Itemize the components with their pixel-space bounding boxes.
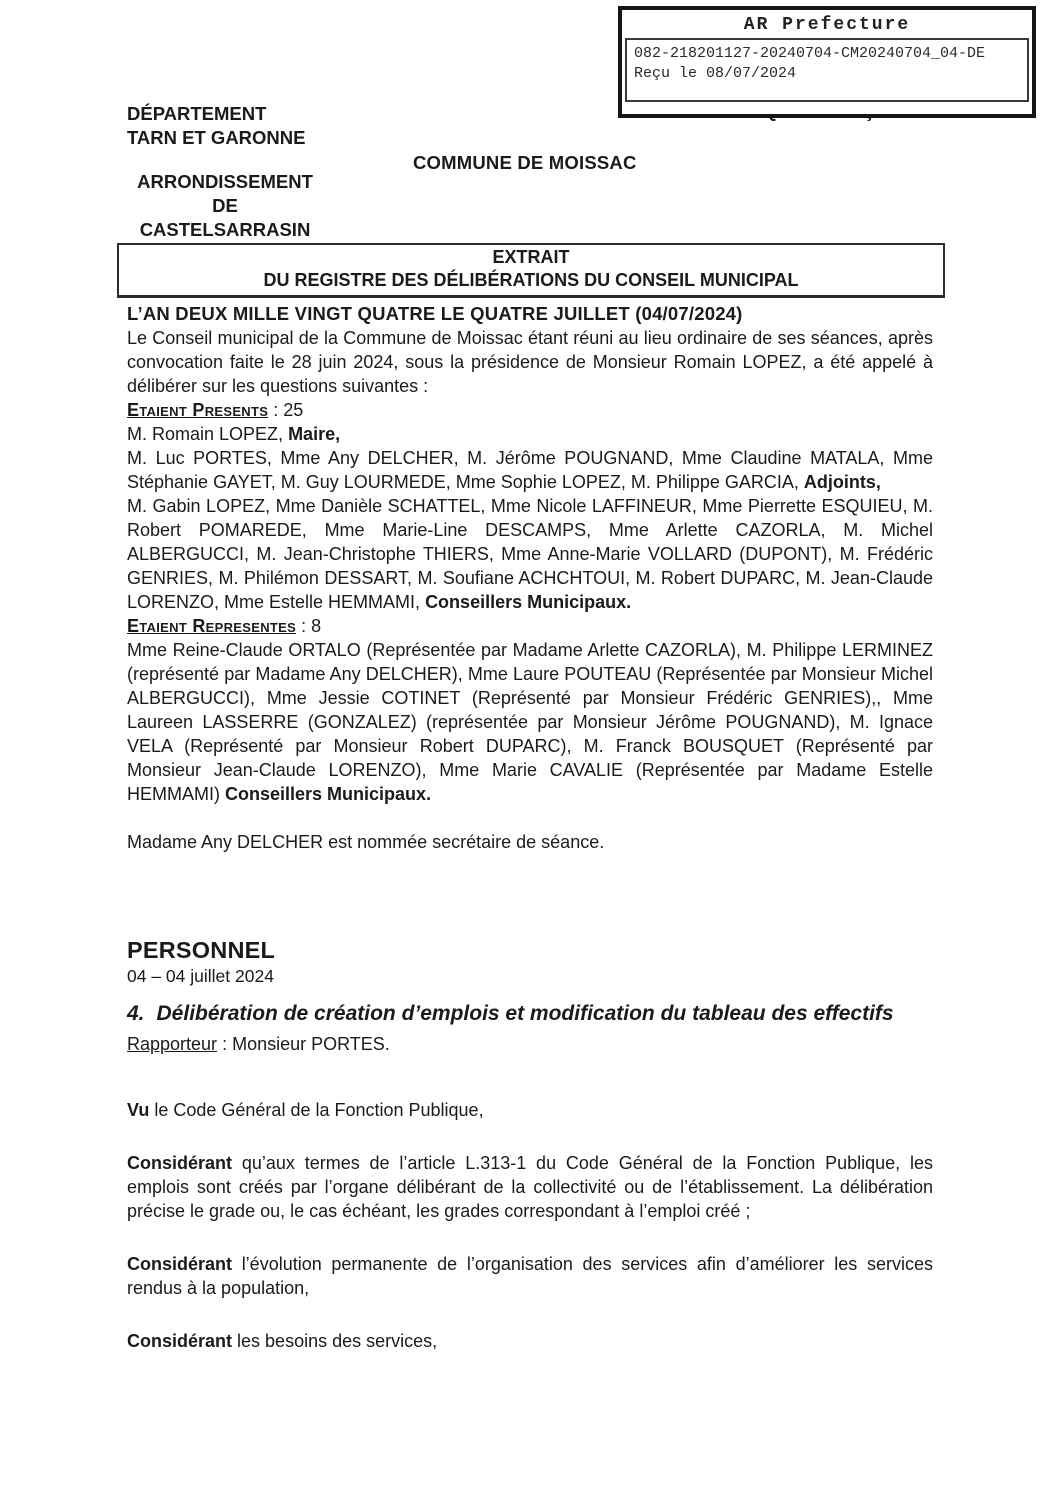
arrondissement-block [127,170,323,242]
considerant-paragraph-3 [127,1329,933,1353]
presents-count: : 25 [273,400,304,420]
commune-title: COMMUNE DE MOISSAC [413,152,637,173]
considerant-keyword: Considérant [127,1331,233,1351]
vu-text: le Code Général de la Fonction Publique, [154,1100,484,1120]
arrondissement-name: CASTELSARRASIN [139,219,311,240]
representes-role: Conseillers Municipaux. [225,784,432,804]
departement-name: TARN ET GARONNE [127,127,306,148]
representes-count: : 8 [301,616,322,636]
rapporteur-line [127,1032,933,1056]
section-date: 04 – 04 juillet 2024 [127,966,274,986]
considerant-paragraph-2 [127,1252,933,1300]
session-date-line: L’AN DEUX MILLE VINGT QUATRE LE QUATRE JUILLET (04/07/2024) [127,303,743,324]
presents-label: Etaient Presents [127,400,269,420]
conseillers-paragraph [127,494,933,614]
maire-role: Maire, [288,424,341,444]
adjoints-names: M. Luc PORTES, Mme Any DELCHER, M. Jérôme POUGNAND, Mme Claudine MATALA, Mme Stéphanie GAYET, M. Guy LOURMEDE, Mme Sophie LOPEZ, M. Philippe GARCIA, [127,448,933,492]
vu-paragraph [127,1098,933,1122]
representes-heading [127,614,933,638]
extrait-title-line1: EXTRAIT [492,247,570,267]
item-title: Délibération de création d’emplois et modification du tableau des effectifs [156,1002,894,1025]
ar-prefecture-stamp [618,6,1036,118]
representes-label: Etaient Representes [127,616,297,636]
considerant-text: qu’aux termes de l’article L.313-1 du Code Général de la Fonction Publique, les emplois sont créés par l’organe délibérant de la collectivité ou de l’établissement. La délibération précise le grade ou, le cas échéant, les grades correspondant à l’emploi créé ; [127,1153,933,1221]
stamp-received-date: Reçu le 08/07/2024 [634,65,797,82]
vu-keyword: Vu [127,1100,150,1120]
session-intro-paragraph: Le Conseil municipal de la Commune de Moissac étant réuni au lieu ordinaire de ses séances, après convocation faite le 28 juin 2024, sous la présidence de Monsieur Romain LOPEZ, a été appelé à délibérer sur les questions suivantes : [127,328,933,396]
secretaire-line: Madame Any DELCHER est nommée secrétaire de séance. [127,832,605,852]
deliberation-item-heading [127,999,933,1028]
extrait-title-box [117,243,945,298]
extrait-title-line2: DU REGISTRE DES DÉLIBÉRATIONS DU CONSEIL MUNICIPAL [263,270,799,290]
section-title: PERSONNEL [127,937,276,963]
departement-block [127,102,323,242]
adjoints-paragraph [127,446,933,494]
document-body [127,243,933,1353]
arrondissement-label: ARRONDISSEMENT [137,171,313,192]
conseillers-role: Conseillers Municipaux. [425,592,632,612]
adjoints-role: Adjoints, [803,472,881,492]
departement-label: DÉPARTEMENT [127,103,267,124]
stamp-inner-box [625,38,1029,102]
maire-name: M. Romain LOPEZ, [127,424,284,444]
considerant-paragraph-1 [127,1151,933,1223]
representes-names: Mme Reine-Claude ORTALO (Représentée par Madame Arlette CAZORLA), M. Philippe LERMINEZ (représenté par Madame Any DELCHER), Mme Laure POUTEAU (Représentée par Monsieur Michel ALBERGUCCI), Mme Jessie COTINET (Représenté par Monsieur Frédéric GENRIES),, Mme Laureen LASSERRE (GONZALEZ) (représentée par Monsieur Jérôme POUGNAND), M. Ignace VELA (Représenté par Monsieur Robert DUPARC), M. Franck BOUSQUET (Représenté par Monsieur Jean-Claude LORENZO), Mme Marie CAVALIE (Représentée par Madame Estelle HEMMAMI) [127,640,933,804]
considerant-text: les besoins des services, [237,1331,438,1351]
item-number: 4. [127,1002,145,1025]
considerant-text: l’évolution permanente de l’organisation des services afin d’améliorer les services rendus à la population, [127,1254,933,1298]
maire-line [127,422,933,446]
conseillers-names: M. Gabin LOPEZ, Mme Danièle SCHATTEL, Mme Nicole LAFFINEUR, Mme Pierrette ESQUIEU, M. Robert POMAREDE, Mme Marie-Line DESCAMPS, Mme Arlette CAZORLA, M. Michel ALBERGUCCI, M. Jean-Christophe THIERS, Mme Anne-Marie VOLLARD (DUPONT), M. Frédéric GENRIES, M. Philémon DESSART, M. Soufiane ACHCHTOUI, M. Robert DUPARC, M. Jean-Claude LORENZO, Mme Estelle HEMMAMI, [127,496,933,612]
stamp-reference-number: 082-218201127-20240704-CM20240704_04-DE [634,45,986,62]
considerant-keyword: Considérant [127,1254,233,1274]
representes-paragraph [127,638,933,806]
rapporteur-value: : Monsieur PORTES. [222,1034,390,1054]
presents-heading [127,398,933,422]
stamp-title: AR Prefecture [743,15,911,35]
considerant-keyword: Considérant [127,1153,233,1173]
rapporteur-label: Rapporteur [127,1034,218,1054]
arrondissement-de: DE [212,195,238,216]
